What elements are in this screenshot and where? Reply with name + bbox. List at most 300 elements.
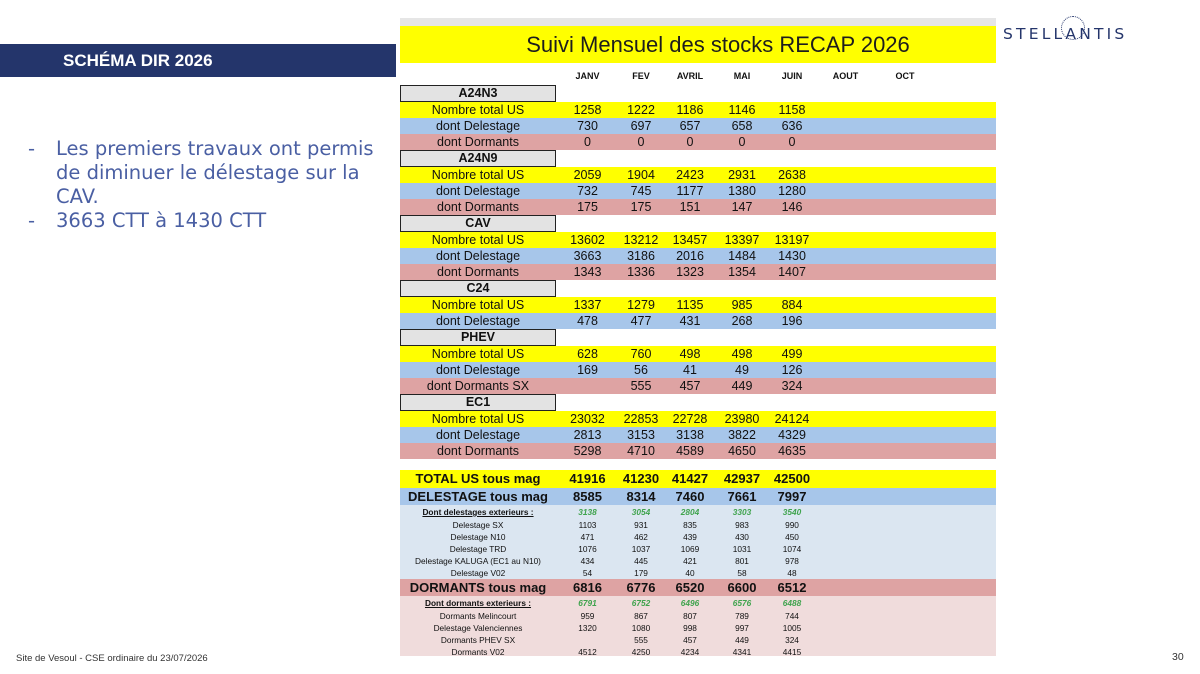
table-cell: 5298 xyxy=(573,444,602,458)
month-header: MAI xyxy=(733,71,751,81)
dormants-detail-row xyxy=(400,622,996,634)
table-cell xyxy=(817,646,874,656)
table-cell xyxy=(874,118,936,134)
table-cell xyxy=(817,264,874,280)
table-cell xyxy=(817,543,874,555)
table-cell: 4512 xyxy=(578,647,597,656)
table-cell: 6496 xyxy=(680,598,700,608)
row-label: dont Delestage xyxy=(435,314,521,328)
table-cell: 4329 xyxy=(778,428,806,442)
table-cell xyxy=(817,622,874,634)
delestage-total-row xyxy=(400,488,996,505)
table-cell: 54 xyxy=(582,568,593,578)
row-label: DORMANTS tous mag xyxy=(409,580,547,595)
table-cell xyxy=(817,362,874,378)
table-row xyxy=(400,378,996,394)
table-cell: 4589 xyxy=(676,444,704,458)
table-cell: 867 xyxy=(634,611,648,621)
table-cell: 421 xyxy=(683,556,697,566)
table-row xyxy=(400,199,996,215)
table-cell: 1135 xyxy=(676,298,704,312)
table-cell: 1258 xyxy=(573,103,602,117)
table-cell: 478 xyxy=(577,314,598,328)
table-cell: 23980 xyxy=(724,412,760,426)
table-cell: 1336 xyxy=(627,265,655,279)
row-label: dont Dormants xyxy=(437,265,519,279)
table-cell: 3153 xyxy=(627,428,655,442)
table-cell: 1904 xyxy=(627,168,655,182)
row-label: Nombre total US xyxy=(431,168,525,182)
table-row xyxy=(400,167,996,183)
table-cell: 1146 xyxy=(728,103,756,117)
table-cell: 2638 xyxy=(778,168,806,182)
group-name: EC1 xyxy=(400,394,556,411)
month-header: AOUT xyxy=(832,71,859,81)
table-cell: 6776 xyxy=(626,580,656,595)
table-cell: 126 xyxy=(781,363,803,377)
table-cell xyxy=(874,232,936,248)
table-cell xyxy=(817,183,874,199)
table-cell: 931 xyxy=(634,520,648,530)
table-cell: 151 xyxy=(679,200,701,214)
table-cell xyxy=(817,346,874,362)
table-cell: 146 xyxy=(781,200,803,214)
table-cell xyxy=(874,567,936,579)
table-cell: 658 xyxy=(731,119,753,133)
table-cell xyxy=(817,102,874,118)
table-cell xyxy=(874,199,936,215)
table-cell: 13397 xyxy=(724,233,760,247)
table-cell: 4415 xyxy=(782,647,802,656)
group-name: CAV xyxy=(400,215,556,232)
table-cell xyxy=(817,443,874,459)
table-cell xyxy=(874,531,936,543)
table-cell: 6512 xyxy=(777,580,807,595)
table-cell xyxy=(874,362,936,378)
table-cell: 179 xyxy=(634,568,648,578)
table-cell: 555 xyxy=(630,379,652,393)
month-header: OCT xyxy=(895,71,915,81)
table-cell: 49 xyxy=(735,363,749,377)
row-label: dont Dormants xyxy=(437,200,519,214)
table-cell: 985 xyxy=(731,298,753,312)
table-row xyxy=(400,102,996,118)
table-cell: 0 xyxy=(637,135,645,149)
table-cell xyxy=(874,167,936,183)
table-cell: 1103 xyxy=(578,520,597,530)
row-label: dont Dormants xyxy=(437,444,519,458)
table-cell: 760 xyxy=(630,347,652,361)
month-header-row xyxy=(400,68,996,85)
table-cell xyxy=(817,248,874,264)
logo-mark xyxy=(1065,25,1079,43)
table-cell: 1186 xyxy=(676,103,704,117)
table-row xyxy=(400,248,996,264)
table-cell: 40 xyxy=(685,568,695,578)
row-label: Nombre total US xyxy=(431,233,525,247)
table-cell: 430 xyxy=(735,532,749,542)
table-cell: 807 xyxy=(683,611,697,621)
table-cell xyxy=(874,313,936,329)
row-label: DELESTAGE tous mag xyxy=(408,489,548,504)
table-cell: 457 xyxy=(683,635,697,645)
table-cell: 7661 xyxy=(727,489,757,504)
table-cell: 48 xyxy=(787,568,797,578)
table-cell xyxy=(556,634,619,646)
table-row xyxy=(400,427,996,443)
table-cell xyxy=(817,427,874,443)
table-cell: 6576 xyxy=(732,598,752,608)
table-cell: 730 xyxy=(577,119,598,133)
month-header: AVRIL xyxy=(676,71,704,81)
table-cell xyxy=(817,555,874,567)
group-header-row xyxy=(400,394,996,411)
logo-mark-letter: A xyxy=(1065,25,1080,43)
table-cell: 13212 xyxy=(623,233,659,247)
table-cell: 983 xyxy=(735,520,749,530)
table-row xyxy=(400,411,996,427)
row-label: Dormants PHEV SX xyxy=(440,635,516,645)
group-name: A24N3 xyxy=(400,85,556,102)
table-cell: 0 xyxy=(788,135,796,149)
table-cell: 41427 xyxy=(671,471,709,486)
table-cell xyxy=(874,519,936,531)
table-cell: 1037 xyxy=(631,544,651,554)
table-cell: 2804 xyxy=(680,507,700,517)
table-cell: 3138 xyxy=(578,507,597,517)
table-cell: 1177 xyxy=(676,184,704,198)
table-cell xyxy=(817,634,874,646)
table-cell: 884 xyxy=(781,298,803,312)
table-cell: 697 xyxy=(630,119,652,133)
row-label: dont Delestage xyxy=(435,363,521,377)
table-cell: 13457 xyxy=(672,233,708,247)
table-cell xyxy=(817,531,874,543)
row-label: Delestage N10 xyxy=(450,532,506,542)
row-label: dont Delestage xyxy=(435,428,521,442)
table-cell: 41 xyxy=(683,363,697,377)
table-cell: 499 xyxy=(781,347,803,361)
delestage-detail-row xyxy=(400,543,996,555)
table-cell: 745 xyxy=(630,184,652,198)
table-cell: 41230 xyxy=(622,471,660,486)
table-row xyxy=(400,183,996,199)
table-cell: 1222 xyxy=(627,103,655,117)
table-cell: 22853 xyxy=(623,412,659,426)
table-cell xyxy=(874,264,936,280)
table-cell: 959 xyxy=(580,611,595,621)
table-cell: 801 xyxy=(735,556,749,566)
table-cell xyxy=(817,134,874,150)
dormants-ext-row xyxy=(400,596,996,610)
table-cell xyxy=(874,488,936,505)
group-header-row xyxy=(400,329,996,346)
slide-title-bar xyxy=(0,44,396,77)
table-cell: 8585 xyxy=(573,489,602,504)
table-cell xyxy=(817,297,874,313)
group-header-row xyxy=(400,280,996,297)
header-blank xyxy=(400,68,556,85)
table-cell xyxy=(874,646,936,656)
table-row xyxy=(400,443,996,459)
table-cell: 7460 xyxy=(675,489,705,504)
table-cell: 3138 xyxy=(676,428,704,442)
table-cell xyxy=(874,579,936,596)
table-cell: 4635 xyxy=(778,444,806,458)
table-cell: 13602 xyxy=(570,233,605,247)
row-label: Dont delestages exterieurs : xyxy=(422,507,534,517)
table-cell: 457 xyxy=(679,379,701,393)
logo-prefix: STELL xyxy=(1003,25,1066,43)
table-row xyxy=(400,362,996,378)
table-row xyxy=(400,134,996,150)
table-cell: 449 xyxy=(735,635,749,645)
table-cell: 6791 xyxy=(578,598,597,608)
table-cell xyxy=(817,567,874,579)
table-cell: 439 xyxy=(683,532,697,542)
table-cell: 835 xyxy=(683,520,697,530)
table-cell: 1343 xyxy=(573,265,602,279)
table-cell: 175 xyxy=(630,200,652,214)
table-cell: 1280 xyxy=(778,184,806,198)
table-cell: 2813 xyxy=(573,428,602,442)
stellantis-logo xyxy=(1003,25,1127,43)
table-cell: 324 xyxy=(781,379,803,393)
table-cell xyxy=(874,470,936,488)
row-label: Dont dormants exterieurs : xyxy=(424,598,532,608)
group-name: C24 xyxy=(400,280,556,297)
table-cell xyxy=(817,378,874,394)
dormants-detail-row xyxy=(400,634,996,646)
table-cell: 1323 xyxy=(676,265,704,279)
table-cell: 477 xyxy=(630,314,652,328)
group-header-row xyxy=(400,215,996,232)
table-cell xyxy=(874,543,936,555)
row-label: Delestage SX xyxy=(452,520,504,530)
table-cell: 1158 xyxy=(778,103,806,117)
table-cell xyxy=(817,519,874,531)
table-cell xyxy=(874,346,936,362)
month-header: JUIN xyxy=(781,71,803,81)
table-cell xyxy=(874,622,936,634)
table-cell: 636 xyxy=(781,119,803,133)
table-row xyxy=(400,232,996,248)
table-cell: 1005 xyxy=(782,623,802,633)
table-cell: 978 xyxy=(785,556,799,566)
table-cell: 449 xyxy=(731,379,753,393)
table-cell xyxy=(874,555,936,567)
table-cell: 58 xyxy=(737,568,747,578)
delestage-detail-row xyxy=(400,519,996,531)
table-cell: 3663 xyxy=(573,249,602,263)
table-cell: 1337 xyxy=(573,298,602,312)
bullet-dash: - xyxy=(28,209,36,232)
group-header-row xyxy=(400,150,996,167)
table-cell: 6520 xyxy=(675,580,705,595)
table-cell: 56 xyxy=(634,363,648,377)
table-cell: 1069 xyxy=(680,544,700,554)
table-row xyxy=(400,297,996,313)
table-cell: 324 xyxy=(785,635,799,645)
table-cell xyxy=(874,102,936,118)
spreadsheet-title: Suivi Mensuel des stocks RECAP 2026 xyxy=(400,26,996,63)
table-cell: 268 xyxy=(731,314,753,328)
table-cell: 1320 xyxy=(578,623,597,633)
table-cell: 4650 xyxy=(728,444,756,458)
table-cell: 431 xyxy=(679,314,701,328)
dormants-total-row xyxy=(400,579,996,596)
table-cell: 445 xyxy=(634,556,648,566)
row-label: Dormants Melincourt xyxy=(439,611,517,621)
row-label: dont Dormants xyxy=(437,135,519,149)
table-cell: 498 xyxy=(731,347,753,361)
table-cell: 990 xyxy=(785,520,799,530)
row-label: dont Delestage xyxy=(435,249,521,263)
logo-suffix: NTIS xyxy=(1079,25,1128,43)
table-cell: 789 xyxy=(735,611,749,621)
table-cell: 175 xyxy=(577,200,598,214)
row-label: Nombre total US xyxy=(431,298,525,312)
table-cell: 7997 xyxy=(777,489,807,504)
bullet-text: 3663 CTT à 1430 CTT xyxy=(56,209,267,232)
table-cell: 450 xyxy=(785,532,799,542)
total-us-row xyxy=(400,470,996,488)
table-cell: 147 xyxy=(731,200,753,214)
month-header: JANV xyxy=(575,71,600,81)
table-cell xyxy=(817,167,874,183)
table-cell xyxy=(817,118,874,134)
table-cell xyxy=(817,596,874,610)
footer-text: Site de Vesoul - CSE ordinaire du 23/07/2026 xyxy=(16,653,208,664)
table-cell: 1484 xyxy=(728,249,756,263)
table-cell: 1354 xyxy=(728,265,756,279)
table-cell: 2931 xyxy=(728,168,756,182)
table-cell: 1279 xyxy=(627,298,655,312)
table-cell: 1407 xyxy=(778,265,806,279)
row-label: dont Delestage xyxy=(435,119,521,133)
page-number: 30 xyxy=(1172,651,1184,663)
dormants-detail-row xyxy=(400,646,996,656)
row-label: dont Delestage xyxy=(435,184,521,198)
table-cell: 1080 xyxy=(631,623,651,633)
table-cell xyxy=(874,134,936,150)
bullet-text: Les premiers travaux ont permis de diminuer le délestage sur la CAV. xyxy=(56,137,374,208)
table-cell xyxy=(874,634,936,646)
table-cell: 1380 xyxy=(728,184,756,198)
table-cell xyxy=(874,443,936,459)
table-cell: 6488 xyxy=(782,598,802,608)
table-cell xyxy=(817,470,874,488)
row-label: TOTAL US tous mag xyxy=(415,471,541,486)
table-cell xyxy=(874,596,936,610)
table-cell xyxy=(874,411,936,427)
table-row xyxy=(400,346,996,362)
delestage-ext-row xyxy=(400,505,996,519)
month-header: FEV xyxy=(632,71,650,81)
table-cell xyxy=(556,378,619,394)
table-cell xyxy=(817,199,874,215)
table-cell: 24124 xyxy=(774,412,810,426)
delestage-detail-row xyxy=(400,531,996,543)
table-cell: 8314 xyxy=(626,489,656,504)
table-cell: 997 xyxy=(735,623,749,633)
delestage-detail-row xyxy=(400,555,996,567)
group-name: PHEV xyxy=(400,329,556,346)
row-label: dont Dormants SX xyxy=(426,379,530,393)
table-cell: 434 xyxy=(580,556,595,566)
table-cell xyxy=(817,505,874,519)
delestage-detail-row xyxy=(400,567,996,579)
table-cell xyxy=(817,313,874,329)
dormants-detail-row xyxy=(400,610,996,622)
table-cell: 498 xyxy=(679,347,701,361)
table-cell: 4341 xyxy=(732,647,752,656)
table-cell: 0 xyxy=(738,135,746,149)
table-cell: 657 xyxy=(679,119,701,133)
row-label: Delestage Valenciennes xyxy=(433,623,523,633)
table-cell xyxy=(874,183,936,199)
table-cell: 22728 xyxy=(672,412,708,426)
table-row xyxy=(400,313,996,329)
table-cell: 2423 xyxy=(676,168,704,182)
stock-spreadsheet xyxy=(400,18,996,656)
table-cell: 3054 xyxy=(631,507,651,517)
table-cell: 3303 xyxy=(732,507,752,517)
table-cell: 471 xyxy=(580,532,595,542)
table-cell: 23032 xyxy=(570,412,605,426)
table-cell: 2059 xyxy=(573,168,602,182)
table-cell: 3822 xyxy=(728,428,756,442)
table-cell: 0 xyxy=(584,135,591,149)
table-cell xyxy=(874,378,936,394)
table-cell: 2016 xyxy=(676,249,704,263)
table-cell xyxy=(874,427,936,443)
group-header-row xyxy=(400,85,996,102)
table-cell: 42500 xyxy=(773,471,811,486)
row-label: Nombre total US xyxy=(431,103,525,117)
bullet-list xyxy=(28,137,388,233)
bullet-dash: - xyxy=(28,137,36,160)
table-cell: 998 xyxy=(683,623,697,633)
slide-title: SCHÉMA DIR 2026 xyxy=(63,51,213,70)
table-cell: 6752 xyxy=(631,598,651,608)
table-cell: 4250 xyxy=(631,647,651,656)
table-cell: 6816 xyxy=(573,580,602,595)
table-cell: 555 xyxy=(634,635,648,645)
table-cell: 1031 xyxy=(732,544,752,554)
table-cell: 1074 xyxy=(782,544,802,554)
bullet-item xyxy=(28,209,388,233)
table-cell: 41916 xyxy=(569,471,606,486)
table-cell: 744 xyxy=(785,611,799,621)
row-label: Dormants V02 xyxy=(451,647,505,656)
table-cell: 0 xyxy=(686,135,694,149)
table-cell: 1430 xyxy=(778,249,806,263)
row-label: Delestage V02 xyxy=(450,568,506,578)
table-cell: 42937 xyxy=(723,471,761,486)
table-cell: 732 xyxy=(577,184,598,198)
table-cell xyxy=(874,297,936,313)
row-label: Nombre total US xyxy=(431,347,525,361)
group-name: A24N9 xyxy=(400,150,556,167)
row-label: Delestage TRD xyxy=(449,544,507,554)
table-cell xyxy=(817,579,874,596)
table-cell: 462 xyxy=(634,532,648,542)
table-cell: 3540 xyxy=(782,507,802,517)
table-cell: 196 xyxy=(781,314,803,328)
table-row xyxy=(400,264,996,280)
row-label: Delestage KALUGA (EC1 au N10) xyxy=(415,556,541,566)
